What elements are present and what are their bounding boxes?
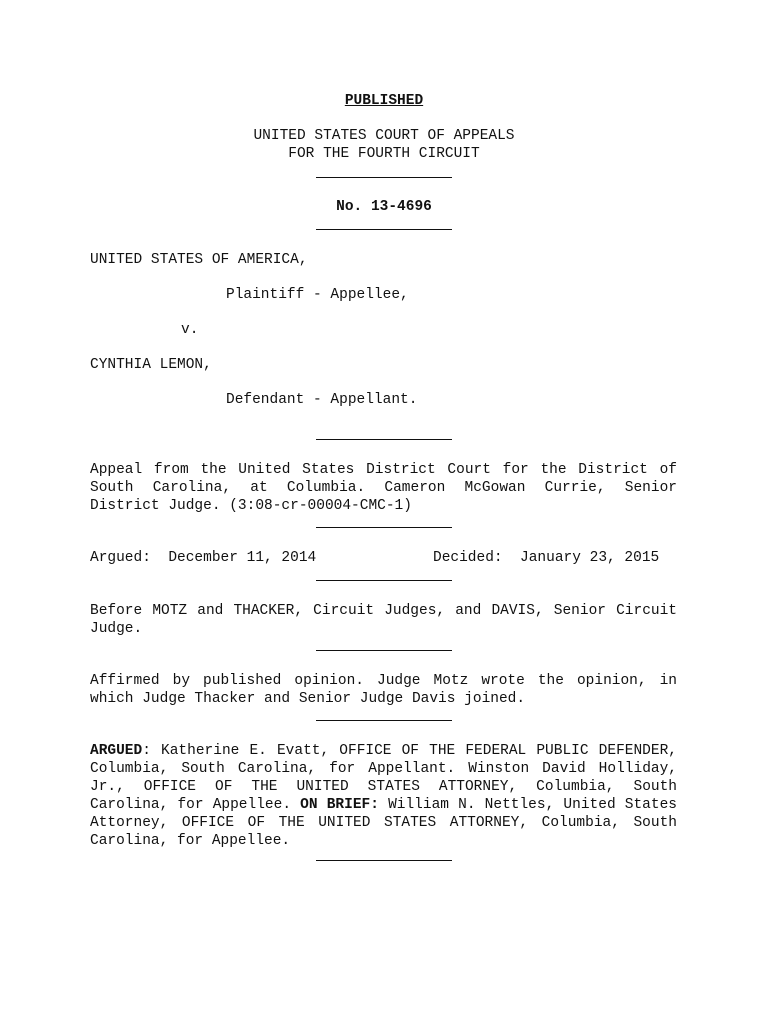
divider: [316, 580, 452, 581]
divider: [316, 860, 452, 861]
plaintiff-role: Plaintiff - Appellee,: [226, 287, 409, 303]
disposition-paragraph: Affirmed by published opinion. Judge Motz wrote the opinion, in which Judge Thacker and Senior Judge Davis joined.: [90, 673, 677, 707]
court-name-line2: FOR THE FOURTH CIRCUIT: [288, 146, 480, 162]
on-brief-label: ON BRIEF:: [300, 797, 379, 813]
court-name-line1: UNITED STATES COURT OF APPEALS: [253, 128, 515, 144]
counsel-paragraph: [90, 742, 677, 850]
divider: [316, 650, 452, 651]
divider: [316, 229, 452, 230]
divider: [316, 439, 452, 440]
defendant-name: CYNTHIA LEMON,: [90, 357, 212, 373]
divider: [316, 177, 452, 178]
published-heading: PUBLISHED: [344, 93, 424, 109]
argued-date: Argued: December 11, 2014: [90, 550, 317, 566]
on-brief-text: William N. Nettles, United States Attorney, OFFICE OF THE UNITED STATES ATTORNEY, Columbia, South Carolina, for Appellee.: [90, 797, 677, 849]
appeal-paragraph: Appeal from the United States District Court for the District of South Carolina, at Columbia. Cameron McGowan Currie, Senior District Judge. (3:08-cr-00004-CMC-1): [90, 462, 677, 514]
case-number: No. 13-4696: [336, 199, 432, 215]
panel-paragraph: Before MOTZ and THACKER, Circuit Judges, and DAVIS, Senior Circuit Judge.: [90, 603, 677, 637]
plaintiff-name: UNITED STATES OF AMERICA,: [90, 252, 308, 268]
argued-text: : Katherine E. Evatt, OFFICE OF THE FEDERAL PUBLIC DEFENDER, Columbia, South Carolina, for Appellant. Winston David Holliday, Jr., OFFICE OF THE UNITED STATES ATTORNEY, Columbia, South Carolina, for Appellee.: [90, 743, 677, 813]
versus: v.: [181, 322, 199, 338]
divider: [316, 527, 452, 528]
defendant-role: Defendant - Appellant.: [226, 392, 418, 408]
divider: [316, 720, 452, 721]
argued-label: ARGUED: [90, 743, 143, 759]
decided-date: Decided: January 23, 2015: [433, 550, 660, 566]
